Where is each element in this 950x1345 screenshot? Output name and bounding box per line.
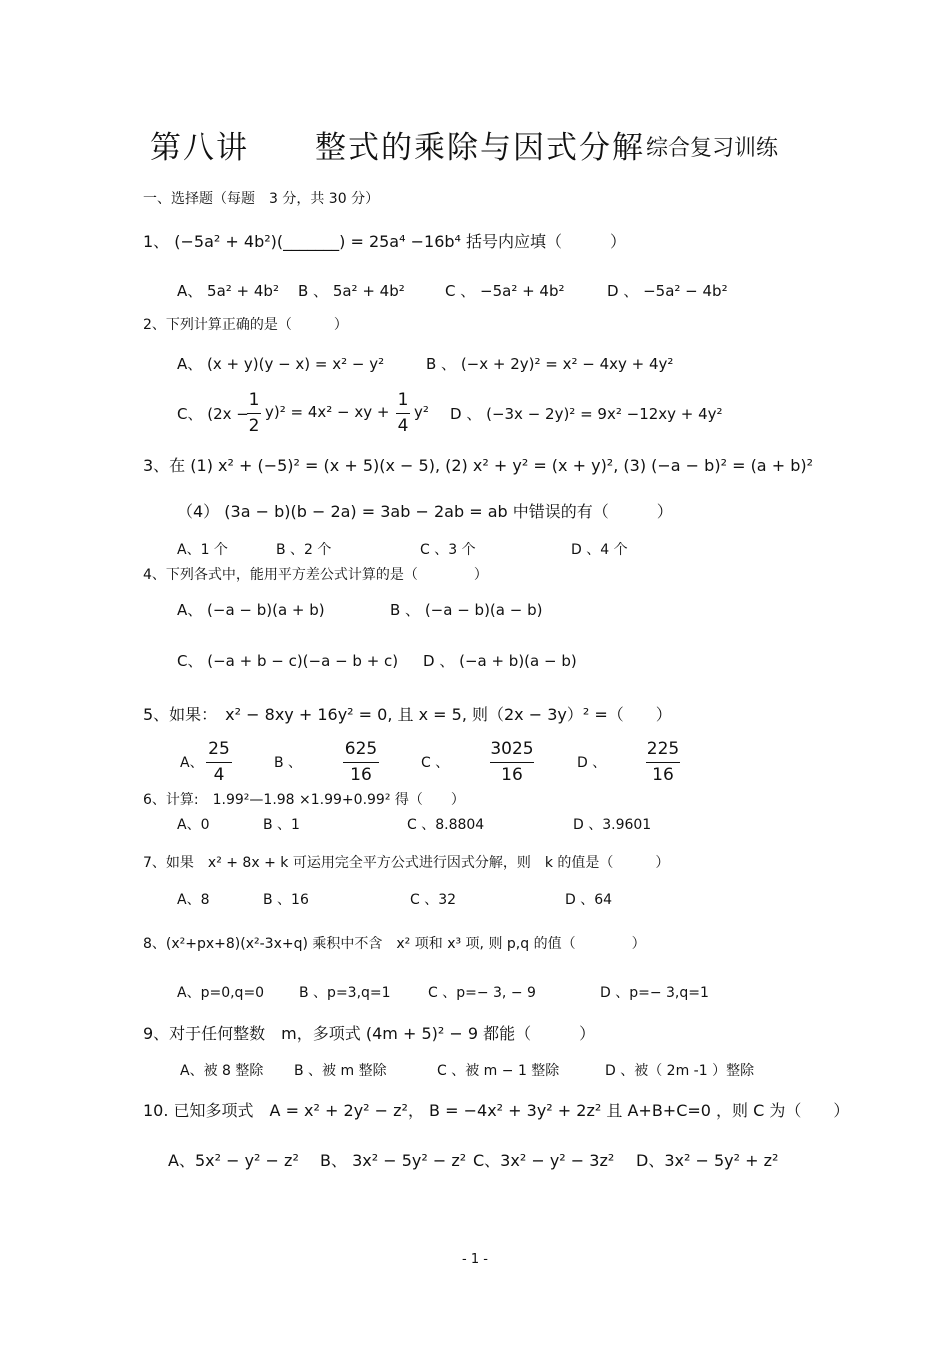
question-5-option-d-fraction (646, 741, 680, 784)
question-5-option-b-fraction (343, 741, 379, 784)
question-8-option-d: D 、p=− 3,q=1 (600, 985, 709, 1001)
question-10-stem: 10. 已知多项式 A = x² + 2y² − z²， B = −4x² + 3y² + 2z² 且 A+B+C=0 ，则 C 为（ ） (143, 1101, 850, 1120)
question-2-option-c-fraction-2 (396, 392, 410, 435)
question-6-option-d: D 、3.9601 (573, 817, 652, 833)
question-7-option-a: A、8 (177, 892, 210, 908)
fraction-bar (646, 762, 680, 763)
fraction-denominator: 16 (652, 765, 674, 785)
question-1-option-a: A、 5a² + 4b² (177, 282, 279, 300)
question-2-stem: 2、下列计算正确的是（ ） (143, 317, 348, 333)
page-number: - 1 - (462, 1252, 488, 1267)
question-3-stem-line-2: （4） (3a − b)(b − 2a) = 3ab − 2ab = ab 中错误的有（ ） (177, 502, 673, 521)
fraction-numerator: 1 (248, 390, 260, 410)
question-3-option-d: D 、4 个 (571, 542, 628, 558)
question-7-option-b: B 、16 (263, 892, 309, 908)
question-4-option-b: B 、 (−a − b)(a − b) (390, 601, 543, 619)
question-9-option-b: B 、被 m 整除 (294, 1063, 387, 1079)
question-4-option-c: C、 (−a + b − c)(−a − b + c) (177, 652, 399, 670)
question-8-option-b: B 、p=3,q=1 (299, 985, 391, 1001)
question-5-option-b-label: B 、 (274, 755, 303, 771)
question-1-option-c: C 、 −5a² + 4b² (445, 282, 565, 300)
question-10-option-b: B、 3x² − 5y² − z² (320, 1151, 467, 1170)
question-5-option-c-fraction (490, 741, 534, 784)
question-3-stem: 3、在 (1) x² + (−5)² = (x + 5)(x − 5), (2) x² + y² = (x + y)², (3) (−a − b)² = (a + b)² (143, 456, 814, 475)
question-5-stem: 5、如果： x² − 8xy + 16y² = 0, 且 x = 5, 则（2x − 3y）² =（ ） (143, 705, 672, 724)
question-10-option-a: A、5x² − y² − z² (168, 1151, 299, 1170)
fraction-denominator: 16 (350, 765, 372, 785)
question-1-option-d: D 、 −5a² − 4b² (607, 282, 728, 300)
question-5-option-a-label: A、 (180, 755, 204, 771)
page-subtitle: 综合复习训练 (646, 136, 779, 161)
question-1-stem: 1、 (−5a² + 4b²)(_______) = 25a⁴ −16b⁴ 括号内应填（ ） (143, 232, 627, 251)
section-heading: 一、选择题（每题 3 分，共 30 分） (143, 191, 380, 207)
question-6-option-b: B 、1 (263, 817, 300, 833)
question-5-option-c-label: C 、 (421, 755, 450, 771)
fraction-numerator: 3025 (490, 739, 534, 759)
question-4-option-a: A、 (−a − b)(a + b) (177, 601, 325, 619)
question-7-option-c: C 、32 (410, 892, 457, 908)
fraction-numerator: 1 (397, 390, 409, 410)
question-2-option-c-fraction-1 (247, 392, 261, 435)
question-4-stem: 4、下列各式中，能用平方差公式计算的是（ ） (143, 567, 488, 583)
fraction-bar (206, 762, 232, 763)
fraction-denominator: 4 (397, 416, 409, 436)
question-8-option-c: C 、p=− 3, − 9 (428, 985, 536, 1001)
question-2-option-b: B 、 (−x + 2y)² = x² − 4xy + 4y² (426, 355, 674, 373)
question-10-option-c: C、3x² − y² − 3z² (473, 1151, 615, 1170)
question-9-stem: 9、对于任何整数 m，多项式 (4m + 5)² − 9 都能（ ） (143, 1024, 596, 1043)
question-6-stem: 6、计算: 1.99²—1.98 ×1.99+0.99² 得（ ） (143, 792, 465, 808)
fraction-bar (396, 413, 410, 414)
question-2-option-a: A、 (x + y)(y − x) = x² − y² (177, 355, 385, 373)
question-4-option-d: D 、 (−a + b)(a − b) (423, 652, 577, 670)
fraction-bar (490, 762, 534, 763)
question-8-stem: 8、(x²+px+8)(x²-3x+q) 乘积中不含 x² 项和 x³ 项, 则 p,q 的值（ ） (143, 936, 646, 952)
question-2-option-d: D 、 (−3x − 2y)² = 9x² −12xy + 4y² (450, 405, 723, 423)
page-title: 第八讲 整式的乘除与因式分解 (150, 130, 645, 166)
fraction-denominator: 16 (501, 765, 523, 785)
fraction-numerator: 625 (344, 739, 378, 759)
question-2-option-c-start: C、 (2x − (177, 405, 249, 423)
question-3-option-c: C 、3 个 (420, 542, 476, 558)
fraction-numerator: 225 (646, 739, 680, 759)
fraction-denominator: 2 (248, 416, 260, 436)
question-1-option-b: B 、 5a² + 4b² (298, 282, 405, 300)
question-6-option-a: A、0 (177, 817, 210, 833)
question-7-option-d: D 、64 (565, 892, 613, 908)
question-3-option-b: B 、2 个 (276, 542, 332, 558)
fraction-bar (343, 762, 379, 763)
fraction-bar (247, 413, 261, 414)
question-2-option-c-middle: y)² = 4x² − xy + (265, 403, 390, 421)
question-9-option-a: A、被 8 整除 (180, 1063, 264, 1079)
question-6-option-c: C 、8.8804 (407, 817, 485, 833)
fraction-denominator: 4 (213, 765, 225, 785)
question-5-option-d-label: D 、 (577, 755, 607, 771)
question-7-stem: 7、如果 x² + 8x + k 可运用完全平方公式进行因式分解，则 k 的值是（ ） (143, 855, 670, 871)
question-9-option-d: D 、被（ 2m -1 ）整除 (605, 1063, 755, 1079)
question-10-option-d: D、3x² − 5y² + z² (636, 1151, 779, 1170)
question-2-option-c-end: y² (414, 403, 429, 421)
question-3-option-a: A、1 个 (177, 542, 228, 558)
question-5-option-a-fraction (206, 741, 232, 784)
question-9-option-c: C 、被 m − 1 整除 (437, 1063, 560, 1079)
question-8-option-a: A、p=0,q=0 (177, 985, 265, 1001)
fraction-numerator: 25 (208, 739, 230, 759)
